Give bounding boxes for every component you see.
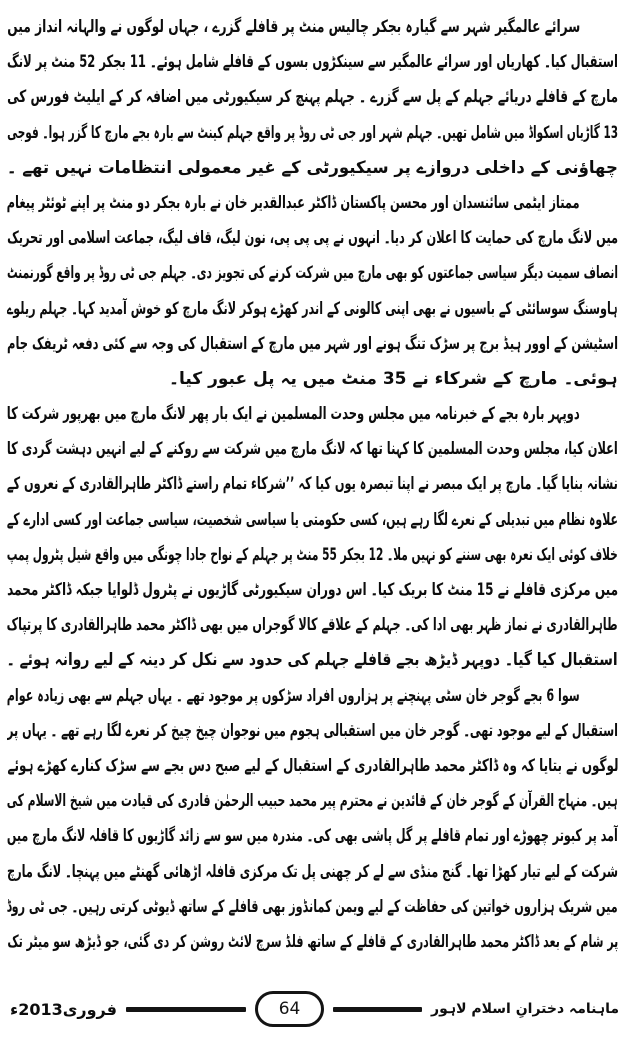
text-line: میں لانگ مارچ کی حمایت کا اعلان کر دیا۔ انہوں نے پی پی پی، نون لیگ، قاف لیگ، جماعت اسلامی اور تحریک [7,228,618,249]
text-line: استقبال کے لیے موجود تھی۔ گوجر خان میں استقبالی ہجوم میں نوجوان چیخ چیخ کر نعرے لگا رہے تھے ۔ یہاں پر [7,720,618,741]
footer-date: فروری2013ء [10,999,117,1019]
text-line: آمد پر کبوتر چھوڑے اور تمام قافلے پر گل پاشی بھی کی۔ مندرہ میں سو سے زائد گاڑیوں کا قافلہ لانگ مارچ میں [7,826,618,847]
text-line: اسٹیشن کے اوور ہیڈ برج پر سڑک تنگ ہونے اور شہر میں مارچ کے استقبال کی وجہ سے کئی دفعہ ٹریفک جام [7,333,618,354]
text-line: سرائے عالمگیر شہر سے گیارہ بجکر چالیس منٹ پر قافلے گزرے ، جہاں لوگوں نے والہانہ انداز میں [7,17,580,37]
text-line: لوگوں نے بتایا کہ وہ ڈاکٹر محمد طاہرالقادری کے استقبال کے لیے صبح دس بجے سے سڑک کنارے کھڑے ہوئے [7,755,618,776]
text-line: نشانہ بنایا گیا۔ مارچ پر ایک مبصر نے اپنا تبصرہ یوں کیا کہ ’’شرکاء تمام راستے ڈاکٹر طاہرالقادری کے نعروں کے [7,474,618,495]
footer-rule-right [333,1007,422,1012]
text-line: اعلان کیا، مجلس وحدت المسلمین کا کہنا تھا کہ لانگ مارچ میں شرکت سے روکنے کے لیے انہیں دہشت گردی کا [7,439,618,460]
footer-rule-left [126,1007,246,1012]
text-line: طاہرالقادری نے نماز ظہر بھی ادا کی۔ جہلم کے علاقے کالا گوجراں میں بھی ڈاکٹر محمد طاہرالقادری کا پرتپاک [7,615,618,636]
text-line: استقبال کیا۔ کھاریاں اور سرائے عالمگیر سے سینکڑوں بسوں کے قافلے شامل ہوئے۔ 11 بجکر 52 منٹ پر لانگ [7,52,618,73]
text-line: دوپہر بارہ بجے کے خبرنامہ میں مجلس وحدت المسلمین نے ایک بار پھر لانگ مارچ میں بھرپور شرکت کا [7,404,580,425]
page-number-badge [255,991,325,1027]
text-line: شرکت کے لیے تیار کھڑا تھا۔ گنج منڈی سے لے کر چھنی پل تک مرکزی قافلہ اڑھائی گھنٹے میں پہنچا۔ لانگ مارچ [7,861,618,882]
text-line: ممتاز ایٹمی سائنسدان اور محسن پاکستان ڈاکٹر عبدالقدیر خان نے بارہ بجکر دو منٹ پر اپنے ٹوئٹر پیغام [7,192,580,213]
text-line: ہیں۔ منہاج القرآن کے گوجر خان کے قائدین نے محترم پیر محمد حبیب الرحمٰن قادری کی قیادت میں شیخ الاسلام کی [7,791,618,812]
article-text [7,10,618,981]
text-line: میں شریک ہزاروں خواتین کی حفاظت کے لیے ویمن کمانڈوز بھی قافلے کے ساتھ ڈیوٹی کرتی رہیں۔ جی ٹی روڈ [7,896,618,917]
text-line: استقبال کیا گیا۔ دوپہر ڈیڑھ بجے قافلے جہلم کی حدود سے نکل کر دینہ کے لیے روانہ ہوئے ۔ [7,650,618,671]
text-line: علاوہ نظام میں تبدیلی کے نعرے لگا رہے ہیں، کسی حکومتی یا سیاسی شخصیت، سیاسی جماعت اور کسی ادارے کے [7,509,618,530]
text-line: چھاؤنی کے داخلی دروازے پر سیکیورٹی کے غیر معمولی انتظامات نہیں تھے ۔ [7,157,618,178]
text-line: 13 گاڑیاں اسکواڈ میں شامل تھیں۔ جہلم شہر اور جی ٹی روڈ پر واقع جہلم کینٹ سے بارہ بجے مارچ کا گزر ہوا۔ فوجی [7,122,618,143]
text-line: میں مرکزی قافلے نے 15 منٹ کا بریک کیا۔ اس دوران سیکیورٹی گاڑیوں نے پٹرول ڈلوایا جبکہ ڈاکٹر محمد [7,580,618,600]
text-line: ہوئی۔ مارچ کے شرکاء نے 35 منٹ میں یہ پل عبور کیا۔ [169,368,618,389]
text-line: سوا 6 بجے گوجر خان سٹی پہنچنے پر ہزاروں افراد سڑکوں پر موجود تھے ۔ یہاں جہلم سے بھی زیادہ عوام [7,685,580,706]
text-line: ہاوسنگ سوسائٹی کے باسیوں نے بھی اپنی کالونی کے اندر کھڑے ہوکر لانگ مارچ کو خوش آمدید کہا۔ جہلم ریلوے [7,298,618,319]
text-line: خلاف کوئی ایک نعرہ بھی سننے کو نہیں ملا۔ 12 بجکر 55 منٹ پر جہلم کے نواح جادا چونگی میں واقع شیل پٹرول پمپ [7,544,618,565]
text-line: مارچ کے قافلے دریائے جہلم کے پل سے گزرے ۔ جہلم پہنچ کر سیکیورٹی میں اضافہ کر کے ایلیٹ فورس کی [7,87,618,108]
page-number: 64 [278,999,301,1019]
magazine-title: ماہنامہ دخترانِ اسلام لاہور [431,1001,619,1017]
text-line: انصاف سمیت دیگر سیاسی جماعتوں کو بھی مارچ میں شرکت کرنے کی تجویز دی۔ جہلم جی ٹی روڈ پر واقع گورنمنٹ [7,263,618,284]
text-line: پر شام کے بعد ڈاکٹر محمد طاہرالقادری کے قافلے کے ساتھ فلڈ سرچ لائٹ روشن کر دی گئی، جو ڈیڑھ سو میٹر تک [7,931,618,952]
page-footer [10,984,619,1034]
